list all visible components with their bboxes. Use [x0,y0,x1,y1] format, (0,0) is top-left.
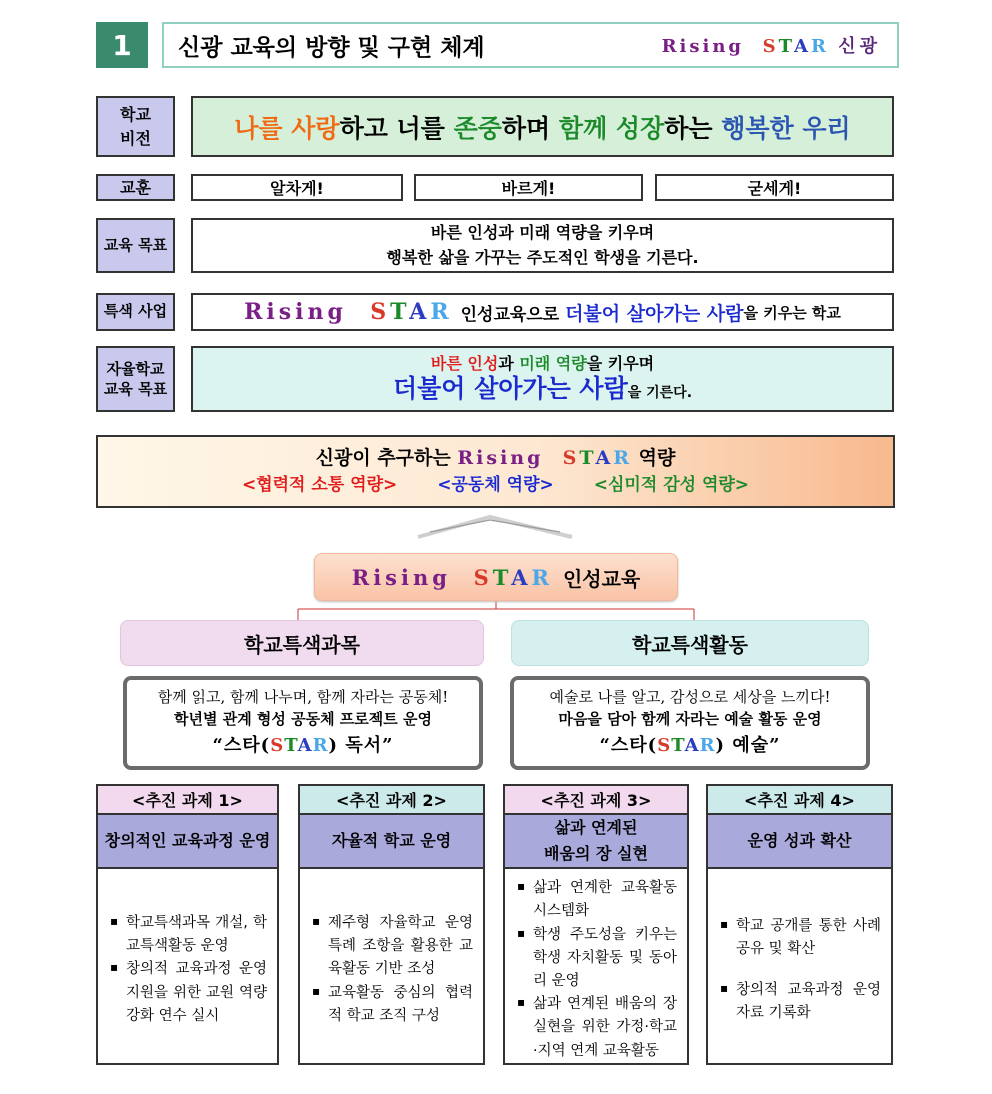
goal-label: 교육 목표 [96,218,175,273]
list-item: ▪ 삶과 연계된 배움의 장 실현을 위한 가정·학교·지역 연계 교육활동 [533,993,677,1063]
vision-label: 학교 비전 [96,96,175,157]
task-2-name: 자율적 학교 운영 [298,813,485,869]
task-3-name: 삶과 연계된 배움의 장 실현 [503,813,689,869]
section-title: 신광 교육의 방향 및 구현 체계 [178,34,485,61]
competency-item: <심미적 감성 역량> [593,474,750,495]
motto-item: 알차게! [191,174,403,201]
school-activity-title: 학교특색활동 [511,620,869,666]
task-2-body [298,869,485,1065]
motto-label: 교훈 [96,174,175,201]
list-item: ▪ 삶과 연계한 교육활동 시스템화 [533,877,677,923]
list-item: ▪ 제주형 자율학교 운영 특례 조항을 활용한 교육활동 기반 조성 [328,912,473,982]
school-vision: 나를 사랑 하고 너를 존중 하며 함께 성장 하는 행복한 우리 [191,96,894,157]
motto-item: 굳세게! [655,174,894,201]
character-education-title: Rising STAR 인성교육 [314,553,678,601]
competency-item: <협력적 소통 역량> [241,474,398,495]
motto-item: 바르게! [414,174,643,201]
task-1-header: <추진 과제 1> [96,784,279,813]
task-4-body [706,869,893,1065]
section-number: 1 [96,22,148,68]
competency-item: <공동체 역량> [437,474,554,495]
competency-banner: 신광이 추구하는 Rising STAR 역량 <협력적 소통 역량> <공동체 역량> <심미적 감성 역량> [96,435,895,508]
task-2-header: <추진 과제 2> [298,784,485,813]
task-3-header: <추진 과제 3> [503,784,689,813]
autonomy-label: 자율학교 교육 목표 [96,346,175,412]
list-item: ▪ 창의적 교육과정 운영 지원을 위한 교원 역량 강화 연수 실시 [126,958,267,1028]
autonomous-school-goal: 바른 인성과 미래 역량을 키우며 더불어 살아가는 사람을 기른다. [191,346,894,412]
education-goal: 바른 인성과 미래 역량을 키우며 행복한 삶을 가꾸는 주도적인 학생을 기른다. [191,218,894,273]
subject-card: 함께 읽고, 함께 나누며, 함께 자라는 공동체! 학년별 관계 형성 공동체 프로젝트 운영 “스타(STAR) 독서” [123,676,483,770]
activity-card: 예술로 나를 알고, 감성으로 세상을 느끼다! 마음을 담아 함께 자라는 예술 활동 운영 “스타(STAR) 예술” [510,676,870,770]
list-item: ▪ 학교특색과목 개설, 학교특색활동 운영 [126,912,267,958]
task-1-name: 창의적인 교육과정 운영 [96,813,279,869]
list-item: ▪ 창의적 교육과정 운영 자료 기록화 [736,979,881,1025]
task-4-header: <추진 과제 4> [706,784,893,813]
brand-rising-star: Rising STAR 신광 [661,36,881,57]
feature-label: 특색 사업 [96,293,175,331]
task-1-body [96,869,279,1065]
task-4-name: 운영 성과 확산 [706,813,893,869]
section-title-bar [162,22,899,68]
feature-project: Rising STAR 인성교육으로 더불어 살아가는 사람 을 키우는 학교 [191,293,894,331]
list-item: ▪ 학생 주도성을 키우는 학생 자치활동 및 동아리 운영 [533,924,677,994]
list-item: ▪ 교육활동 중심의 협력적 학교 조직 구성 [328,982,473,1028]
task-3-body [503,869,689,1065]
list-item: ▪ 학교 공개를 통한 사례 공유 및 확산 [736,915,881,961]
school-subject-title: 학교특색과목 [120,620,484,666]
